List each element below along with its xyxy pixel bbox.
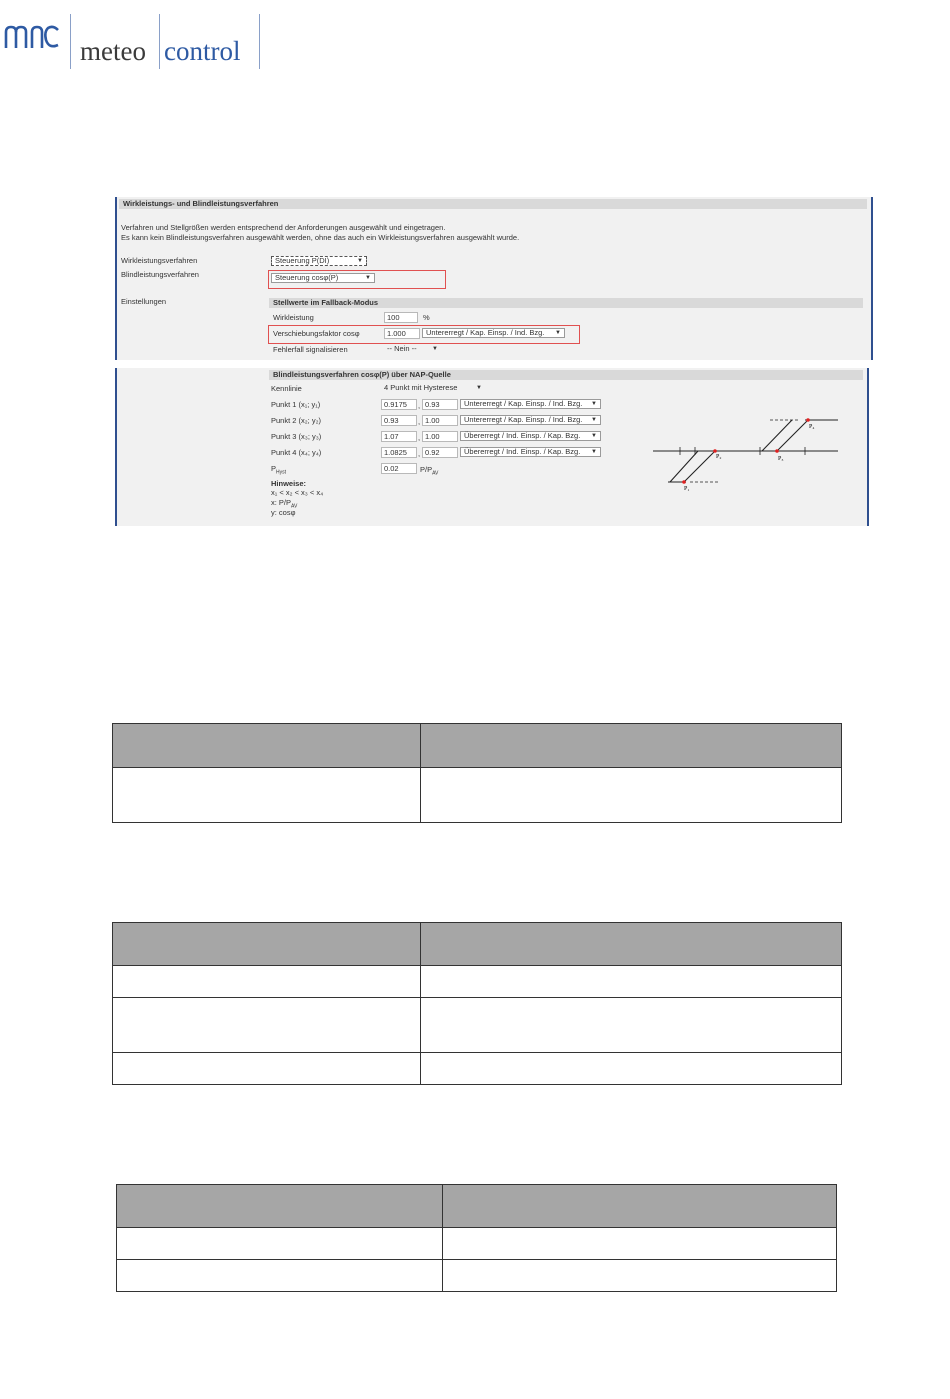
chevron-down-icon: ▼ (591, 401, 597, 407)
point-4-x-input[interactable]: 1.0825 (381, 447, 417, 458)
table-header-row (113, 923, 842, 966)
mc-logo-icon (4, 22, 60, 50)
upper-ramp-right (777, 420, 808, 451)
header-cell (421, 724, 842, 768)
chevron-down-icon: ▼ (432, 346, 438, 352)
table-cell (117, 1228, 443, 1260)
p-hyst-unit-subscript: AV (432, 470, 439, 477)
table-cell (443, 1228, 837, 1260)
select-value: Steuerung cosφ(P) (275, 273, 339, 282)
hysteresis-curve-diagram (650, 405, 842, 495)
point-marker (806, 418, 810, 422)
point-2-label: Punkt 2 (x₂; y₂) (271, 416, 322, 425)
cos-phi-input[interactable]: 1.000 (384, 328, 420, 339)
intro-text-2: Es kann kein Blindleistungsverfahren ausgewählt werden, ohne das auch ein Wirkleistungsverfahren ausgewählt wurde. (121, 233, 520, 242)
header-cell (113, 923, 421, 966)
table-3 (116, 1184, 837, 1292)
point-marker (775, 449, 779, 453)
kennlinie-select[interactable] (381, 384, 485, 394)
comma-separator: , (418, 433, 421, 442)
p-hyst-input[interactable]: 0.02 (381, 463, 417, 474)
cos-phi-mode-select[interactable] (422, 328, 565, 338)
blindleistungsverfahren-select[interactable] (271, 273, 375, 283)
logo-word-control: control (164, 36, 241, 66)
select-value: Steuerung P(DI) (275, 256, 330, 265)
table-row (113, 768, 842, 823)
point-3-y-input[interactable]: 1.00 (422, 431, 458, 442)
percent-unit: % (423, 313, 430, 322)
point-3-label: Punkt 3 (x₃; y₃) (271, 432, 322, 441)
table-cell (421, 1053, 842, 1085)
point-1-label: Punkt 1 (x₁; y₁) (271, 400, 321, 409)
point-1-y-input[interactable]: 0.93 (422, 399, 458, 410)
point-4-mode-select[interactable] (460, 447, 601, 457)
point-2-x-input[interactable]: 0.93 (381, 415, 417, 426)
fehlerfall-select[interactable] (384, 345, 441, 355)
point-4-y-input[interactable]: 0.92 (422, 447, 458, 458)
table-cell (117, 1260, 443, 1292)
panel-header: Wirkleistungs- und Blindleistungsverfahren (119, 199, 867, 209)
comma-separator: , (418, 449, 421, 458)
point-2-y-input[interactable]: 1.00 (422, 415, 458, 426)
wirkleistungsverfahren-label: Wirkleistungsverfahren (121, 256, 198, 265)
p-hyst-unit (420, 465, 438, 479)
lower-ramp-left (670, 451, 698, 482)
point-1-x-input[interactable]: 0.9175 (381, 399, 417, 410)
logo-word-meteo: meteo (80, 36, 146, 66)
hint-order: x₁ < x₂ < x₃ < x₄ (271, 488, 324, 497)
lower-ramp-right (684, 451, 715, 482)
select-value: Untererregt / Kap. Einsp. / Ind. Bzg. (426, 328, 545, 337)
hint-title: Hinweise: (271, 479, 307, 488)
cos-phi-label: Verschiebungsfaktor cosφ (273, 329, 360, 338)
table-row (113, 998, 842, 1053)
logo-divider (259, 14, 260, 69)
select-value: Untererregt / Kap. Einsp. / Ind. Bzg. (464, 399, 583, 408)
table-header-row (117, 1185, 837, 1228)
point-4-label: Punkt 4 (x₄; y₄) (271, 448, 322, 457)
header-cell (117, 1185, 443, 1228)
wirkleistungsverfahren-select[interactable] (271, 256, 367, 266)
select-value: Übererregt / Ind. Einsp. / Kap. Bzg. (464, 431, 581, 440)
curve-header: Blindleistungsverfahren cosφ(P) über NAP-Quelle (269, 370, 863, 380)
point-label: P₃ (778, 456, 784, 462)
upper-ramp-left (762, 420, 792, 451)
point-1-mode-select[interactable] (460, 399, 601, 409)
table-cell (113, 768, 421, 823)
point-2-mode-select[interactable] (460, 415, 601, 425)
comma-separator: , (418, 417, 421, 426)
chevron-down-icon: ▼ (357, 258, 363, 264)
wirkleistung-input[interactable]: 100 (384, 312, 418, 323)
wirkleistung-label: Wirkleistung (273, 313, 314, 322)
point-label: P₂ (716, 454, 722, 460)
table-cell (443, 1260, 837, 1292)
p-hyst-unit-text: P/P (420, 465, 433, 474)
table-row (117, 1228, 837, 1260)
einstellungen-label: Einstellungen (121, 297, 167, 306)
chevron-down-icon: ▼ (555, 330, 561, 336)
table-row (113, 1053, 842, 1085)
p-hyst-symbol: P (271, 464, 277, 473)
select-value: -- Nein -- (387, 344, 417, 353)
hint-x-text: x: P/P (271, 498, 292, 507)
chevron-down-icon: ▼ (365, 275, 371, 281)
header-cell (113, 724, 421, 768)
chevron-down-icon: ▼ (591, 449, 597, 455)
table-cell (421, 998, 842, 1053)
table-cell (421, 768, 842, 823)
table-row (117, 1260, 837, 1292)
chevron-down-icon: ▼ (591, 417, 597, 423)
point-marker (682, 480, 686, 484)
fehlerfall-label: Fehlerfall signalisieren (273, 345, 348, 354)
point-label: P₁ (684, 486, 690, 492)
table-cell (113, 1053, 421, 1085)
chevron-down-icon: ▼ (476, 385, 482, 391)
point-3-x-input[interactable]: 1.07 (381, 431, 417, 442)
table-cell (113, 998, 421, 1053)
comma-separator: , (418, 401, 421, 410)
hint-y: y: cosφ (271, 508, 296, 517)
point-label: P₄ (809, 424, 815, 430)
table-row (113, 966, 842, 998)
table-header-row (113, 724, 842, 768)
p-hyst-label (271, 464, 286, 478)
header-cell (421, 923, 842, 966)
point-3-mode-select[interactable] (460, 431, 601, 441)
point-marker (713, 449, 717, 453)
kennlinie-label: Kennlinie (271, 384, 302, 393)
select-value: 4 Punkt mit Hysterese (384, 383, 458, 392)
select-value: Untererregt / Kap. Einsp. / Ind. Bzg. (464, 415, 583, 424)
table-2 (112, 922, 842, 1085)
hint-x-subscript: AV (291, 503, 298, 510)
blindleistungsverfahren-label: Blindleistungsverfahren (121, 270, 199, 279)
chevron-down-icon: ▼ (591, 433, 597, 439)
logo-divider (70, 14, 71, 69)
table-cell (421, 966, 842, 998)
select-value: Übererregt / Ind. Einsp. / Kap. Bzg. (464, 447, 581, 456)
table-cell (113, 966, 421, 998)
fallback-header: Stellwerte im Fallback-Modus (269, 298, 863, 308)
logo-divider (159, 14, 160, 69)
header-cell (443, 1185, 837, 1228)
p-hyst-subscript: Hyst (276, 469, 287, 476)
table-1 (112, 723, 842, 823)
intro-text-1: Verfahren und Stellgrößen werden entsprechend der Anforderungen ausgewählt und eingetragen. (121, 223, 446, 232)
settings-panel (115, 197, 873, 360)
